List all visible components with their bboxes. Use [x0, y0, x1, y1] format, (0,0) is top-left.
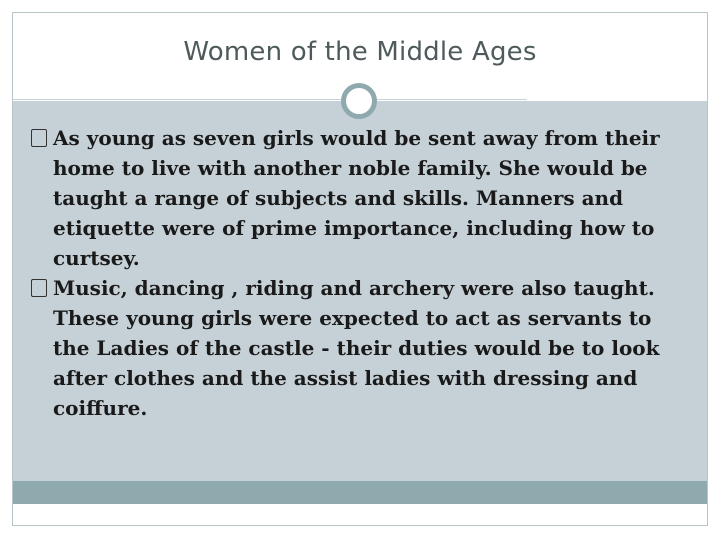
title-divider	[13, 99, 527, 100]
bullet-list	[31, 123, 691, 423]
circle-ornament-icon	[341, 83, 377, 119]
bullet-text: Music, dancing , riding and archery were also taught. These young girls were expected to act as servants to the Ladies of the castle - their duties would be to look after clothes and the assist ladies with dressing and coiffure.	[53, 276, 660, 420]
bullet-text: As young as seven girls would be sent away from their home to live with another noble family. She would be taught a range of subjects and skills. Manners and etiquette were of prime importance, including how to curtsey.	[53, 126, 660, 270]
bullet-item	[31, 123, 691, 273]
bullet-item	[31, 273, 691, 423]
missing-glyph-bullet-icon	[31, 129, 47, 147]
missing-glyph-bullet-icon	[31, 279, 47, 297]
footer-band	[13, 481, 707, 504]
slide	[12, 12, 708, 526]
slide-title: Women of the Middle Ages	[183, 37, 537, 67]
